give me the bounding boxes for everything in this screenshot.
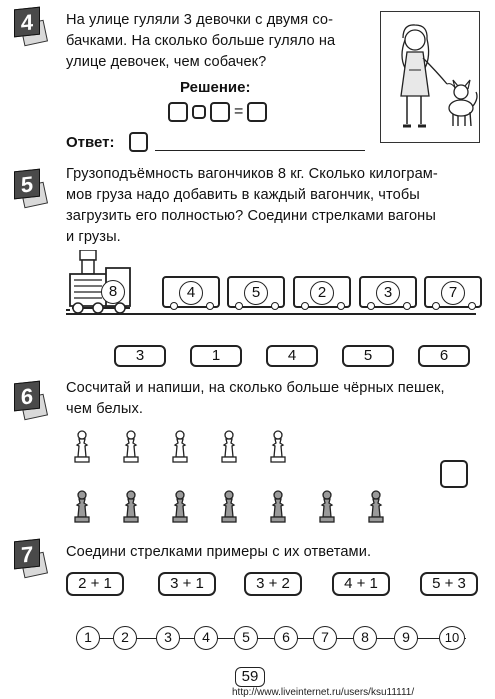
task-4-number: 4 — [14, 7, 40, 38]
task-7-text — [66, 542, 371, 563]
wheel — [206, 302, 214, 310]
task-6-line: Сосчитай и напиши, на сколько больше чёрных пешек, — [66, 380, 445, 396]
wagon-number: 3 — [376, 281, 400, 305]
wagon-number: 5 — [244, 281, 268, 305]
white-pawn — [122, 430, 140, 464]
white-pawn — [220, 430, 238, 464]
wheel — [403, 302, 411, 310]
task-6-number: 6 — [14, 381, 40, 412]
equals-sign: = — [234, 103, 244, 120]
solution-operator-box[interactable] — [192, 105, 206, 119]
page-number: 59 — [235, 667, 265, 687]
locomotive-number[interactable]: 8 — [101, 280, 125, 304]
wagon-number: 7 — [441, 281, 465, 305]
task-4-badge — [14, 8, 50, 48]
girl-with-dog-illustration — [381, 12, 481, 144]
answer-line[interactable] — [155, 150, 365, 151]
task-5-text — [66, 164, 438, 248]
example-box[interactable]: 2 + 1 — [66, 572, 124, 596]
task-7-number: 7 — [14, 539, 40, 570]
cargo-box[interactable]: 3 — [114, 345, 166, 367]
wheel — [367, 302, 375, 310]
black-pawn — [269, 490, 287, 524]
wheel — [432, 302, 440, 310]
cargo-box[interactable]: 6 — [418, 345, 470, 367]
answer-label: Ответ: — [66, 134, 115, 151]
answer-circle[interactable]: 8 — [353, 626, 377, 650]
cargo-box[interactable]: 1 — [190, 345, 242, 367]
answer-circle[interactable]: 3 — [156, 626, 180, 650]
wheel — [468, 302, 476, 310]
solution-result-box[interactable] — [247, 102, 267, 122]
example-box[interactable]: 4 + 1 — [332, 572, 390, 596]
white-pawn — [73, 430, 91, 464]
task-5-line: загрузить его полностью? Соедини стрелками вагоны — [66, 208, 436, 224]
black-pawn — [73, 490, 91, 524]
answer-circle[interactable]: 9 — [394, 626, 418, 650]
white-pawn — [171, 430, 189, 464]
rail-line — [66, 313, 476, 315]
task-5-line: мов груза надо добавить в каждый вагончик, чтобы — [66, 187, 420, 203]
task-6-answer-box[interactable] — [440, 460, 468, 488]
solution-label: Решение: — [180, 79, 251, 96]
black-pawn — [122, 490, 140, 524]
wheel — [235, 302, 243, 310]
task-6-badge — [14, 382, 50, 422]
black-pawn — [318, 490, 336, 524]
girl-with-dog-picture — [380, 11, 480, 143]
black-pawn — [220, 490, 238, 524]
task-5-line: и грузы. — [66, 229, 121, 245]
task-5-badge — [14, 170, 50, 210]
wheel — [271, 302, 279, 310]
answer-circle[interactable]: 6 — [274, 626, 298, 650]
footer-url: http://www.liveinternet.ru/users/ksu11111/ — [232, 687, 415, 698]
answer-circle[interactable]: 1 — [76, 626, 100, 650]
answer-circle[interactable]: 10 — [439, 626, 465, 650]
cargo-box[interactable]: 5 — [342, 345, 394, 367]
answer-circle[interactable]: 2 — [113, 626, 137, 650]
task-6-line: чем белых. — [66, 401, 143, 417]
example-box[interactable]: 5 + 3 — [420, 572, 478, 596]
wheel — [170, 302, 178, 310]
black-pawn — [367, 490, 385, 524]
task-7-line: Соедини стрелками примеры с их ответами. — [66, 544, 372, 560]
task-4-line: бачками. На сколько больше гуляло на — [66, 33, 336, 49]
task-5-number: 5 — [14, 169, 40, 200]
solution-box-2[interactable] — [210, 102, 230, 122]
answer-circle[interactable]: 7 — [313, 626, 337, 650]
task-6-text — [66, 378, 445, 420]
task-4-line: На улице гуляли 3 девочки с двумя со- — [66, 12, 334, 28]
answer-circle[interactable]: 4 — [194, 626, 218, 650]
answer-box[interactable] — [129, 132, 148, 152]
wheel — [301, 302, 309, 310]
wheel — [337, 302, 345, 310]
wagon-number: 2 — [310, 281, 334, 305]
task-5-line: Грузоподъёмность вагончиков 8 кг. Сколько килограм- — [66, 166, 438, 182]
black-pawn — [171, 490, 189, 524]
task-7-badge — [14, 540, 50, 580]
task-4-text — [66, 10, 335, 73]
task-4-line: улице девочек, чем собачек? — [66, 54, 267, 70]
answer-circle[interactable]: 5 — [234, 626, 258, 650]
cargo-box[interactable]: 4 — [266, 345, 318, 367]
example-box[interactable]: 3 + 2 — [244, 572, 302, 596]
solution-equation — [168, 101, 267, 123]
example-box[interactable]: 3 + 1 — [158, 572, 216, 596]
white-pawn — [269, 430, 287, 464]
solution-box-1[interactable] — [168, 102, 188, 122]
wagon-number: 4 — [179, 281, 203, 305]
